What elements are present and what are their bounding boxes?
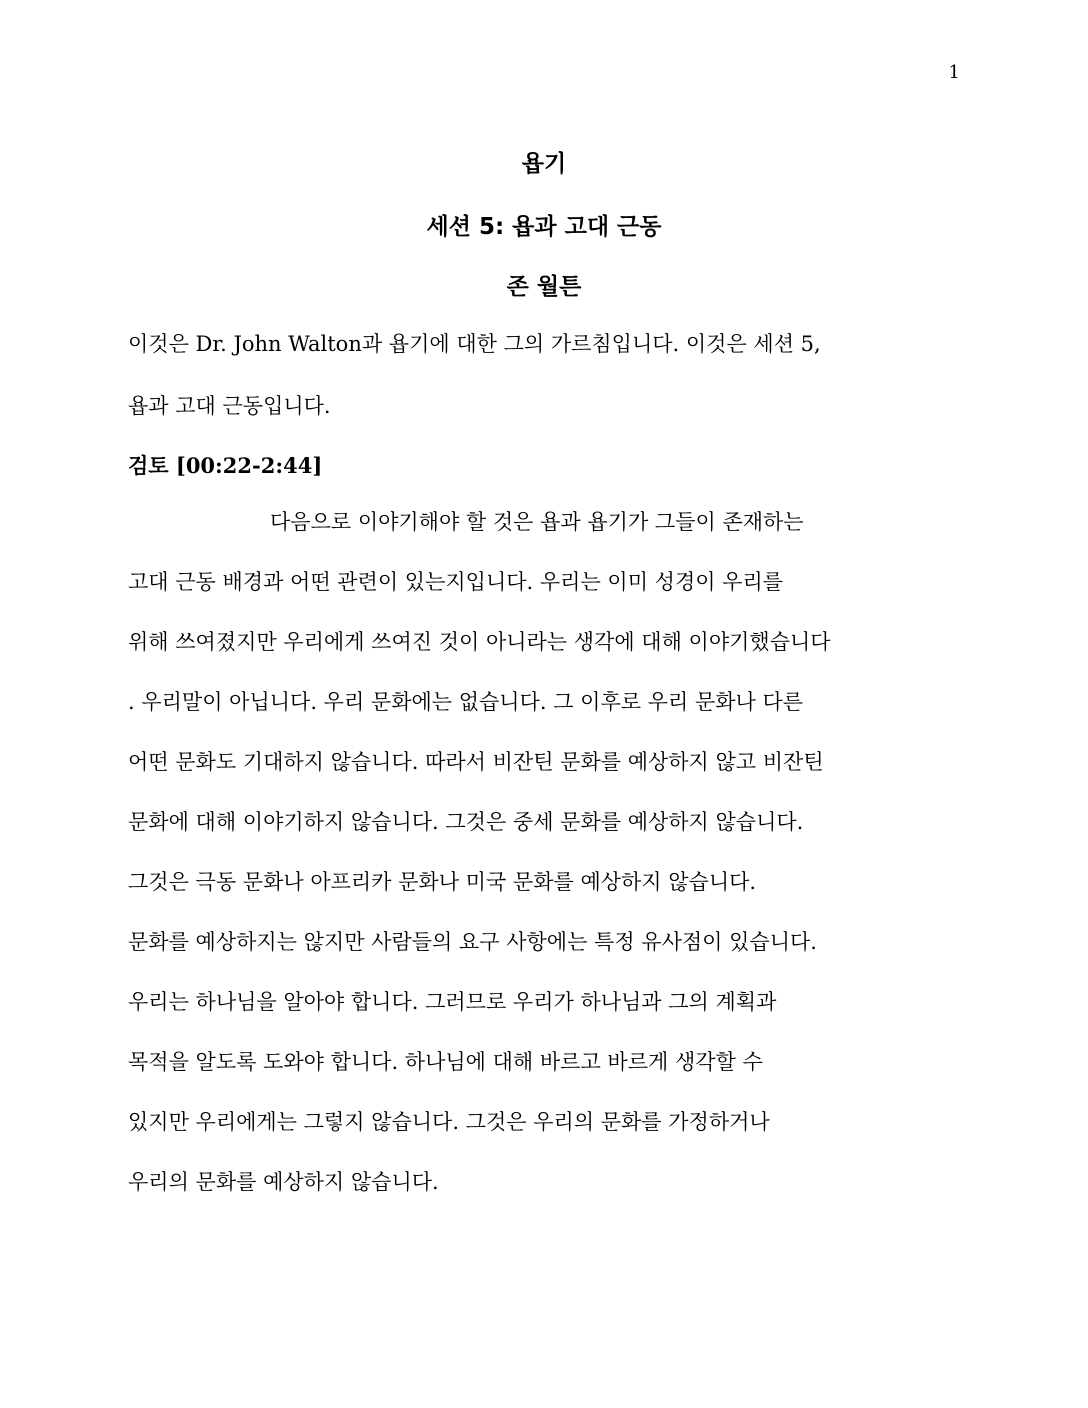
paragraph-line: 목적을 알도록 도와야 합니다. 하나님에 대해 바르고 바르게 생각할 수 (128, 1050, 763, 1074)
paragraph-line: 고대 근동 배경과 어떤 관련이 있는지입니다. 우리는 이미 성경이 우리를 (128, 570, 784, 594)
paragraph-line: 어떤 문화도 기대하지 않습니다. 따라서 비잔틴 문화를 예상하지 않고 비잔틴 (128, 750, 824, 774)
document-title: 욥기 (521, 151, 567, 177)
section-heading: 검토 [00:22-2:44] (128, 453, 323, 478)
paragraph-line: 다음으로 이야기해야 할 것은 욥과 욥기가 그들이 존재하는 (270, 510, 804, 534)
intro-line-2: 욥과 고대 근동입니다. (128, 394, 331, 418)
paragraph-line: 우리의 문화를 예상하지 않습니다. (128, 1170, 439, 1194)
page-number: 1 (948, 62, 960, 83)
session-title: 세션 5: 욥과 고대 근동 (426, 214, 662, 240)
paragraph-line: 있지만 우리에게는 그렇지 않습니다. 그것은 우리의 문화를 가정하거나 (128, 1110, 770, 1134)
paragraph-line: 우리는 하나님을 알아야 합니다. 그러므로 우리가 하나님과 그의 계획과 (128, 990, 777, 1014)
paragraph-line: 문화에 대해 이야기하지 않습니다. 그것은 중세 문화를 예상하지 않습니다. (128, 810, 804, 834)
paragraph-line: 위해 쓰여졌지만 우리에게 쓰여진 것이 아니라는 생각에 대해 이야기했습니다 (128, 630, 831, 654)
intro-line-1: 이것은 Dr. John Walton과 욥기에 대한 그의 가르침입니다. 이것은 세션 5, (128, 332, 821, 356)
author-name: 존 월튼 (506, 274, 582, 300)
body-paragraph (128, 502, 968, 1222)
paragraph-line: . 우리말이 아닙니다. 우리 문화에는 없습니다. 그 이후로 우리 문화나 다른 (128, 690, 804, 714)
paragraph-line: 문화를 예상하지는 않지만 사람들의 요구 사항에는 특정 유사점이 있습니다. (128, 930, 817, 954)
paragraph-line: 그것은 극동 문화나 아프리카 문화나 미국 문화를 예상하지 않습니다. (128, 870, 757, 894)
